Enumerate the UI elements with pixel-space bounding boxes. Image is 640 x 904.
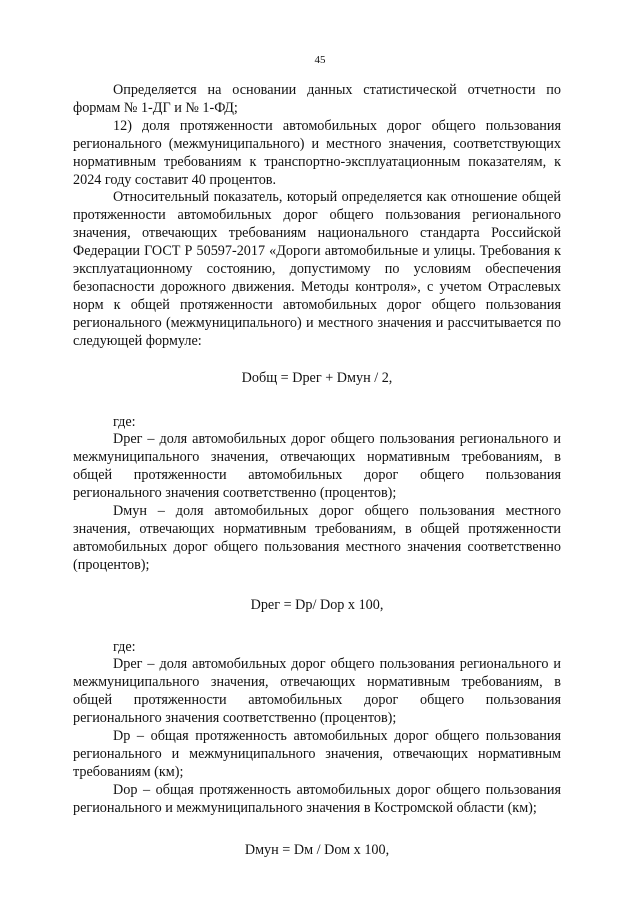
paragraph-statistics-source: Определяется на основании данных статистической отчетности по формам № 1-ДГ и № 1-ФД; bbox=[73, 82, 561, 116]
paragraph-item-12: 12) доля протяженности автомобильных дорог общего пользования регионального (межмуниципального) и местного значения, соответствующих нормативным требованиям к транспортно-эксплуатационным показателям, к 2024 году составит 40 процентов. bbox=[73, 117, 561, 188]
page-number: 45 bbox=[314, 54, 326, 66]
formula-d-total: Dобщ = Dрег + Dмун / 2, bbox=[241, 369, 393, 386]
where-label: где: bbox=[113, 413, 136, 430]
definition-d-reg: Dрег – доля автомобильных дорог общего пользования регионального и межмуниципального значения, отвечающих нормативным требованиям, в общей протяженности автомобильных дорог общего пользования регионального значения соответственно (процентов); bbox=[73, 656, 561, 727]
formula-d-mun: Dмун = Dм / Dом х 100, bbox=[244, 841, 390, 858]
definition-d-r: Dр – общая протяженность автомобильных дорог общего пользования регионального и межмуниципального значения, отвечающих нормативным требованиям (км); bbox=[73, 728, 561, 780]
where-label: где: bbox=[113, 638, 136, 655]
definition-d-mun: Dмун – доля автомобильных дорог общего пользования местного значения, отвечающих нормативным требованиям, в общей протяженности автомобильных дорог общего пользования местного значения соответственно (процентов); bbox=[73, 503, 561, 573]
definition-d-or: Dор – общая протяженность автомобильных дорог общего пользования регионального и межмуниципального значения в Костромской области (км); bbox=[73, 781, 561, 816]
paragraph-relative-indicator: Относительный показатель, который определяется как отношение общей протяженности автомобильных дорог общего пользования регионального значения, отвечающих требованиям национального стандарта Российской Федерации ГОСТ Р 50597-2017 «Дороги автомобильные и улицы. Требования к эксплуатационному состоянию, допустимому по условиям обеспечения безопасности дорожного движения. Методы контроля», с учетом Отраслевых норм к общей протяженности автомобильных дорог общего пользования регионального (межмуниципального) и местного значения и рассчитывается по следующей формуле: bbox=[73, 189, 561, 349]
formula-d-reg: Dрег = Dр/ Dор х 100, bbox=[250, 596, 384, 613]
definition-d-reg: Dрег – доля автомобильных дорог общего пользования регионального и межмуниципального значения, отвечающих нормативным требованиям, в общей протяженности автомобильных дорог общего пользования регионального значения соответственно (процентов); bbox=[73, 431, 561, 502]
document-body bbox=[73, 82, 561, 860]
